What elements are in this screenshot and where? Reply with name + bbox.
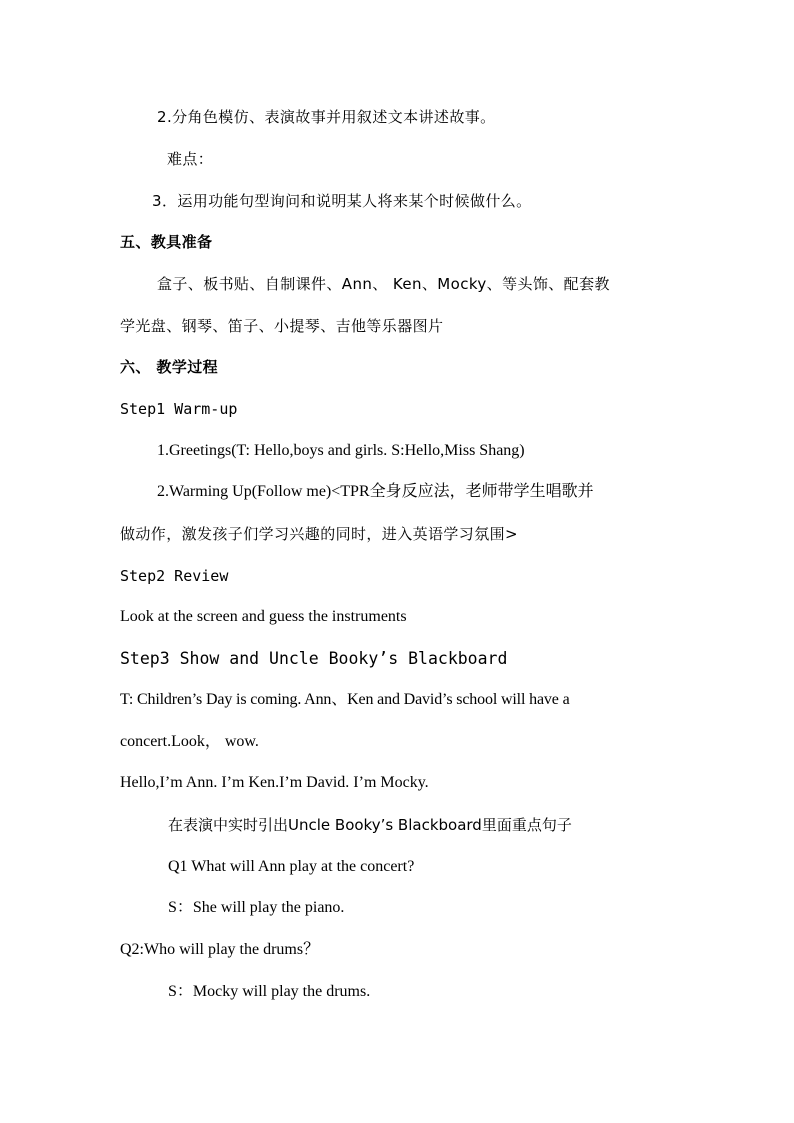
answer-1: S：She will play the piano. (168, 899, 345, 916)
question-1: Q1 What will Ann play at the concert? (168, 858, 415, 875)
goal-2-text: 2.分角色模仿、表演故事并用叙述文本讲述故事。 (157, 108, 496, 126)
section-6-heading: 六、 教学过程 (120, 358, 219, 376)
warming-up-line-1: 2.Warming Up(Follow me)<TPR全身反应法，老师带学生唱歌并 (157, 483, 594, 500)
difficulty-label: 难点： (167, 150, 214, 168)
step2-heading: Step2 Review (120, 567, 229, 585)
step1-heading: Step1 Warm-up (120, 400, 238, 418)
review-text: Look at the screen and guess the instruments (120, 608, 407, 625)
greetings-text: 1.Greetings(T: Hello,boys and girls. S:Hello,Miss Shang) (157, 442, 525, 459)
section-5-heading: 五、教具准备 (120, 233, 213, 251)
step3-heading: Step3 Show and Uncle Booky’s Blackboard (120, 649, 508, 668)
hello-line: Hello,I’m Ann. I’m Ken.I’m David. I’m Mocky. (120, 774, 429, 791)
materials-line-2: 学光盘、钢琴、笛子、小提琴、吉他等乐器图片 (120, 317, 444, 335)
teacher-line-2: concert.Look， wow. (120, 733, 259, 750)
difficulty-3-text: 3．运用功能句型询问和说明某人将来某个时候做什么。 (152, 192, 532, 210)
blackboard-note: 在表演中实时引出Uncle Booky’s Blackboard里面重点句子 (168, 816, 572, 834)
warming-up-line-2: 做动作，激发孩子们学习兴趣的同时，进入英语学习氛围> (120, 525, 518, 543)
question-2: Q2:Who will play the drums？ (120, 941, 320, 958)
teacher-line-1: T: Children’s Day is coming. Ann、Ken and David’s school will have a (120, 691, 570, 708)
answer-2: S：Mocky will play the drums. (168, 983, 371, 1000)
materials-line-1: 盒子、板书贴、自制课件、Ann、 Ken、Mocky、等头饰、配套教 (157, 275, 610, 293)
